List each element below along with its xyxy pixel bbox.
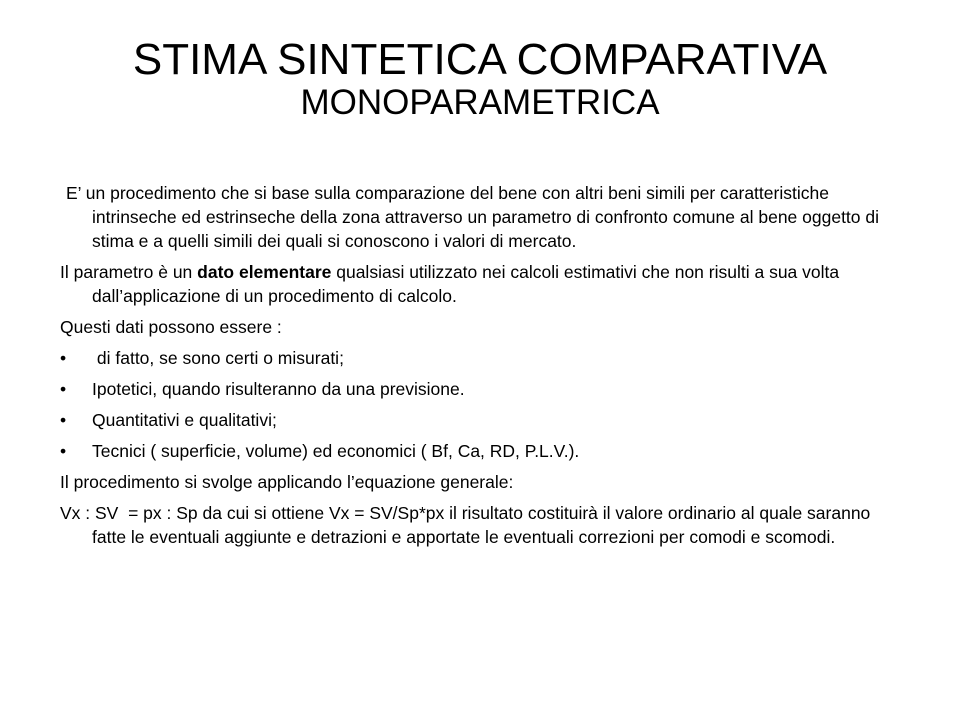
parametro-text-start: Il parametro è un (60, 262, 198, 282)
bullet-mark: • (60, 379, 67, 399)
procedimento-paragraph: Il procedimento si svolge applicando l’equazione generale: (60, 472, 514, 492)
title-subtitle: MONOPARAMETRICA (300, 82, 660, 122)
bullet-mark: • (60, 410, 67, 430)
bullet-mark: • (60, 441, 67, 461)
bullet-text: Tecnici ( superficie, volume) ed economici ( Bf, Ca, RD, P.L.V.). (92, 441, 580, 461)
parametro-text-end: qualsiasi utilizzato nei calcoli estimativi che non risulti a sua volta dall’applicazione di un procedimento di calcolo. (92, 262, 840, 306)
bullet-item (60, 439, 890, 463)
slide-body (60, 181, 890, 556)
bullet-text: Quantitativi e qualitativi; (92, 410, 277, 430)
bullet-item (60, 346, 890, 370)
equazione-paragraph: Vx : SV = px : Sp da cui si ottiene Vx = SV/Sp*px il risultato costituirà il valore ordinario al quale saranno fatte le eventuali aggiunte e detrazioni e apportate le eventuali correzioni per comodi e scomodi. (60, 503, 876, 547)
bullet-mark: • (60, 348, 67, 368)
bullet-item (60, 408, 890, 432)
slide-title (40, 36, 920, 121)
dati-intro-paragraph: Questi dati possono essere : (60, 317, 282, 337)
title-main: STIMA SINTETICA COMPARATIVA (132, 35, 828, 84)
parametro-bold-text: dato elementare (197, 262, 332, 282)
bullet-text: Ipotetici, quando risulteranno da una previsione. (92, 379, 465, 399)
parametro-paragraph (60, 260, 890, 308)
bullet-text: di fatto, se sono certi o misurati; (92, 348, 344, 368)
intro-paragraph: E’ un procedimento che si base sulla comparazione del bene con altri beni simili per caratteristiche intrinseche ed estrinseche della zona attraverso un parametro di confronto comune al bene oggetto di stima e a quelli simili dei quali si conoscono i valori di mercato. (66, 183, 880, 251)
bullet-item (60, 377, 890, 401)
